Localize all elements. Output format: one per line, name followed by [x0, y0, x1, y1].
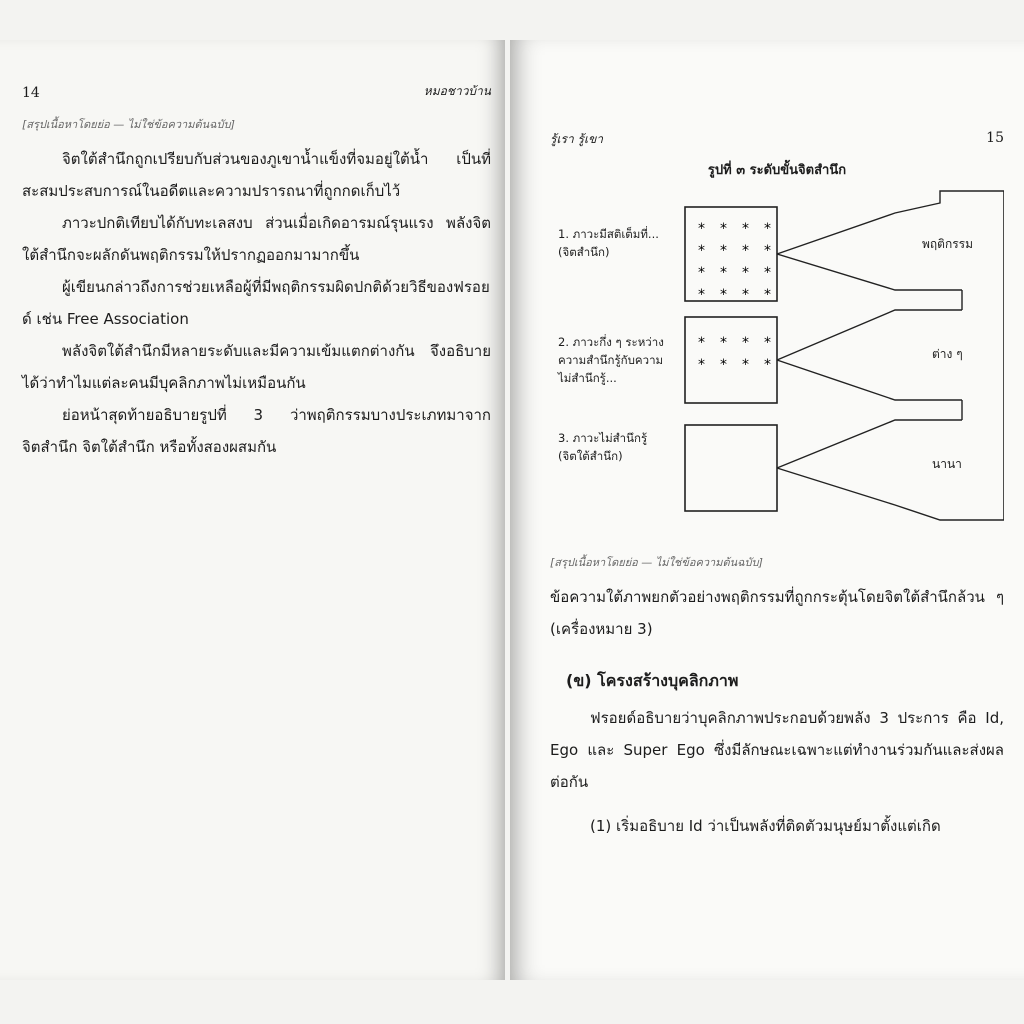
star-mark: * [764, 357, 771, 373]
star-mark: * [698, 287, 705, 303]
star-mark: * [764, 287, 771, 303]
stars-conscious [698, 221, 771, 303]
summary-paragraph: (1) เริ่มอธิบาย Id ว่าเป็นพลังที่ติดตัวมนุษย์มาตั้งแต่เกิด [590, 817, 941, 835]
summary-paragraph: ย่อหน้าสุดท้ายอธิบายรูปที่ 3 ว่าพฤติกรรมบางประเภทมาจากจิตสำนึก จิตใต้สำนึก หรือทั้งสองผสมกัน [22, 406, 491, 456]
level-label-conscious: 1. ภาวะมีสติเต็มที่... (จิตสำนึก) [558, 227, 659, 259]
figure-levels-of-consciousness [550, 155, 1004, 545]
section-heading: (ข) โครงสร้างบุคลิกภาพ [566, 671, 739, 690]
summary-paragraph: ผู้เขียนกล่าวถึงการช่วยเหลือผู้ที่มีพฤติกรรมผิดปกติด้วยวิธีของฟรอยด์ เช่น Free Association [22, 278, 490, 328]
star-mark: * [720, 335, 727, 351]
arrow-line-unconscious [777, 468, 1004, 520]
arrow-line-conscious [777, 254, 962, 290]
star-mark: * [742, 357, 749, 373]
star-mark: * [698, 265, 705, 281]
star-mark: * [698, 357, 705, 373]
star-mark: * [742, 243, 749, 259]
summary-paragraph: จิตใต้สำนึกถูกเปรียบกับส่วนของภูเขาน้ำแข็งที่จมอยู่ใต้น้ำ เป็นที่สะสมประสบการณ์ในอดีตและความปรารถนาที่ถูกกดเก็บไว้ [22, 150, 491, 200]
left-page [0, 40, 505, 980]
star-mark: * [720, 265, 727, 281]
summary-note: [สรุปเนื้อหาโดยย่อ — ไม่ใช่ข้อความต้นฉบับ] [22, 118, 235, 131]
level-label-preconscious: 2. ภาวะกึ่ง ๆ ระหว่าง ความสำนึกรู้กับความ ไม่สำนึกรู้... [558, 335, 664, 385]
level-label-unconscious: 3. ภาวะไม่สำนึกรู้ (จิตใต้สำนึก) [558, 431, 648, 463]
page-number: 14 [22, 85, 40, 101]
figure-title: รูปที่ ๓ ระดับขั้นจิตสำนึก [707, 163, 847, 178]
right-page [510, 40, 1024, 980]
summary-paragraph: ภาวะปกติเทียบได้กับทะเลสงบ ส่วนเมื่อเกิดอารมณ์รุนแรง พลังจิตใต้สำนึกจะผลักดันพฤติกรรมให้ปรากฏออกมามากขึ้น [22, 214, 491, 264]
summary-paragraph: ฟรอยด์อธิบายว่าบุคลิกภาพประกอบด้วยพลัง 3 ประการ คือ Id, Ego และ Super Ego ซึ่งมีลักษณะเฉพาะแต่ทำงานร่วมกันและส่งผลต่อกัน [550, 709, 1004, 791]
stars-preconscious [698, 335, 771, 373]
summary-paragraph: ข้อความใต้ภาพยกตัวอย่างพฤติกรรมที่ถูกกระตุ้นโดยจิตใต้สำนึกล้วน ๆ (เครื่องหมาย 3) [550, 588, 1004, 638]
star-mark: * [720, 357, 727, 373]
running-head: รู้เรา รู้เขา [550, 132, 604, 146]
star-mark: * [720, 243, 727, 259]
behavior-label: ต่าง ๆ [932, 347, 963, 361]
arrow-line-preconscious [777, 360, 962, 400]
page-number: 15 [986, 130, 1004, 146]
star-mark: * [720, 221, 727, 237]
star-mark: * [698, 221, 705, 237]
star-mark: * [720, 287, 727, 303]
behavior-label: พฤติกรรม [922, 237, 974, 251]
star-mark: * [742, 287, 749, 303]
running-head: หมอชาวบ้าน [423, 84, 491, 98]
summary-paragraph: พลังจิตใต้สำนึกมีหลายระดับและมีความเข้มแตกต่างกัน จึงอธิบายได้ว่าทำไมแต่ละคนมีบุคลิกภาพไม่เหมือนกัน [22, 342, 491, 392]
summary-text [22, 143, 491, 463]
star-mark: * [764, 335, 771, 351]
star-mark: * [764, 221, 771, 237]
star-mark: * [742, 335, 749, 351]
summary-note: [สรุปเนื้อหาโดยย่อ — ไม่ใช่ข้อความต้นฉบับ] [550, 556, 763, 569]
star-mark: * [698, 243, 705, 259]
behavior-label: นานา [932, 457, 962, 471]
star-mark: * [742, 265, 749, 281]
star-mark: * [742, 221, 749, 237]
star-mark: * [764, 243, 771, 259]
star-mark: * [764, 265, 771, 281]
level-box-unconscious [685, 425, 777, 511]
star-mark: * [698, 335, 705, 351]
